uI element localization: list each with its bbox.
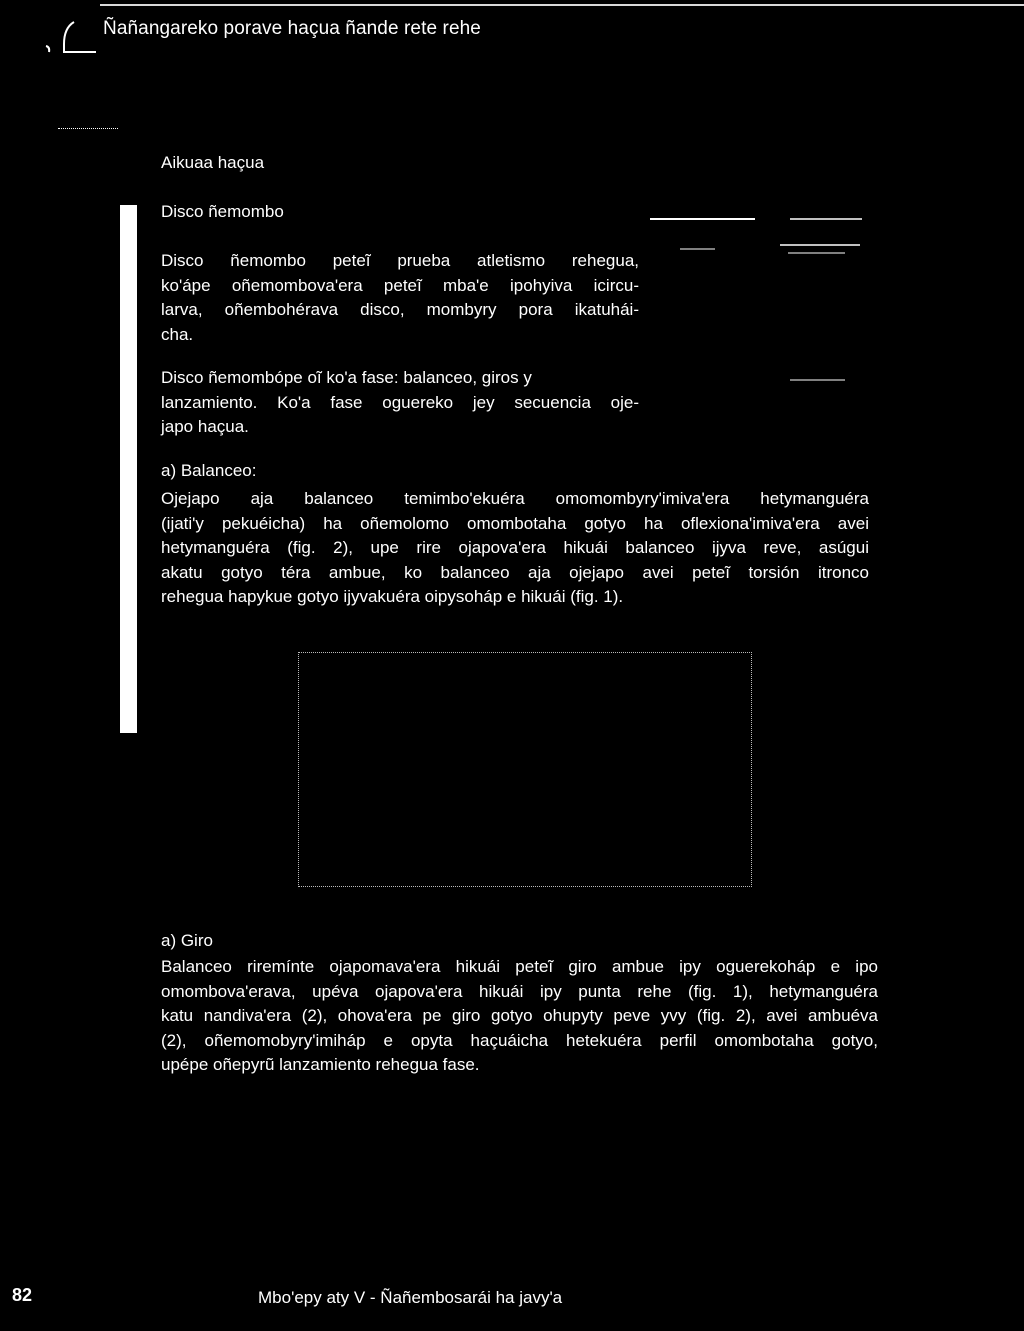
- text-line: upépe oñepyrũ lanzamiento rehegua fase.: [161, 1055, 480, 1074]
- text-line: akatu gotyo téra ambue, ko balanceo aja ojejapo avei peteĩ torsión itronco: [161, 562, 869, 582]
- decorative-strokes: [640, 205, 880, 395]
- corner-bracket-mark: [38, 14, 98, 54]
- text-line: Ojejapo aja balanceo temimbo'ekuéra omomombyry'imiva'era hetymanguéra: [161, 489, 869, 508]
- text-line: hetymanguéra (fig. 2), upe rire ojapova'era hikuái balanceo ijyva reve, asúgui: [161, 538, 869, 557]
- balanceo-paragraph: [161, 487, 869, 610]
- text-line: Balanceo riremínte ojapomava'era hikuái peteĩ giro ambue ipy oguerekoháp e ipo: [161, 957, 878, 976]
- text-line: lanzamiento. Ko'a fase oguereko jey secuencia oje-: [161, 392, 639, 412]
- text-line: japo haçua.: [161, 417, 249, 436]
- giro-heading: a) Giro: [161, 931, 213, 950]
- text-line: larva, oñembohérava disco, mombyry pora ikatuhái-: [161, 300, 639, 319]
- page-number: 82: [12, 1285, 33, 1305]
- top-rule: [100, 4, 1024, 6]
- text-line: rehegua hapykue gotyo ijyvakuéra oipysoháp e hikuái (fig. 1).: [161, 587, 624, 606]
- dotted-divider: [58, 128, 118, 129]
- page-header-title: Ñañangareko porave haçua ñande rete rehe: [103, 18, 481, 39]
- footer-text: Mbo'epy aty V - Ñañembosarái ha javy'a: [258, 1288, 563, 1307]
- text-line: ko'ápe oñemombova'era peteĩ mba'e ipohyiva icircu-: [161, 275, 639, 295]
- text-line: Disco ñemombópe oĩ ko'a fase: balanceo, giros y: [161, 368, 532, 387]
- text-line: katu nandiva'era (2), ohova'era pe giro gotyo ohupyty peve yvy (fig. 2), avei ambuéva: [161, 1006, 878, 1025]
- text-line: (2), oñemomobyry'imiháp e opyta haçuáicha hetekuéra perfil omombotaha gotyo,: [161, 1030, 878, 1050]
- intro-paragraph: [161, 249, 639, 347]
- balanceo-heading: a) Balanceo:: [161, 461, 257, 480]
- text-line: (ijati'y pekuéicha) ha oñemolomo omombotaha gotyo ha oflexiona'imiva'era avei: [161, 513, 869, 533]
- text-line: Disco ñemombo peteĩ prueba atletismo rehegua,: [161, 251, 639, 270]
- giro-paragraph: [161, 955, 878, 1078]
- section-subhead: Aikuaa haçua: [161, 153, 265, 172]
- text-line: cha.: [161, 324, 194, 344]
- phases-paragraph: [161, 366, 639, 440]
- figure-placeholder: [298, 652, 752, 887]
- section-heading: Disco ñemombo: [161, 202, 284, 221]
- side-accent-bar: [120, 205, 137, 733]
- text-line: omombova'erava, upéva ojapova'era hikuái ipy punta rehe (fig. 1), hetymanguéra: [161, 981, 878, 1001]
